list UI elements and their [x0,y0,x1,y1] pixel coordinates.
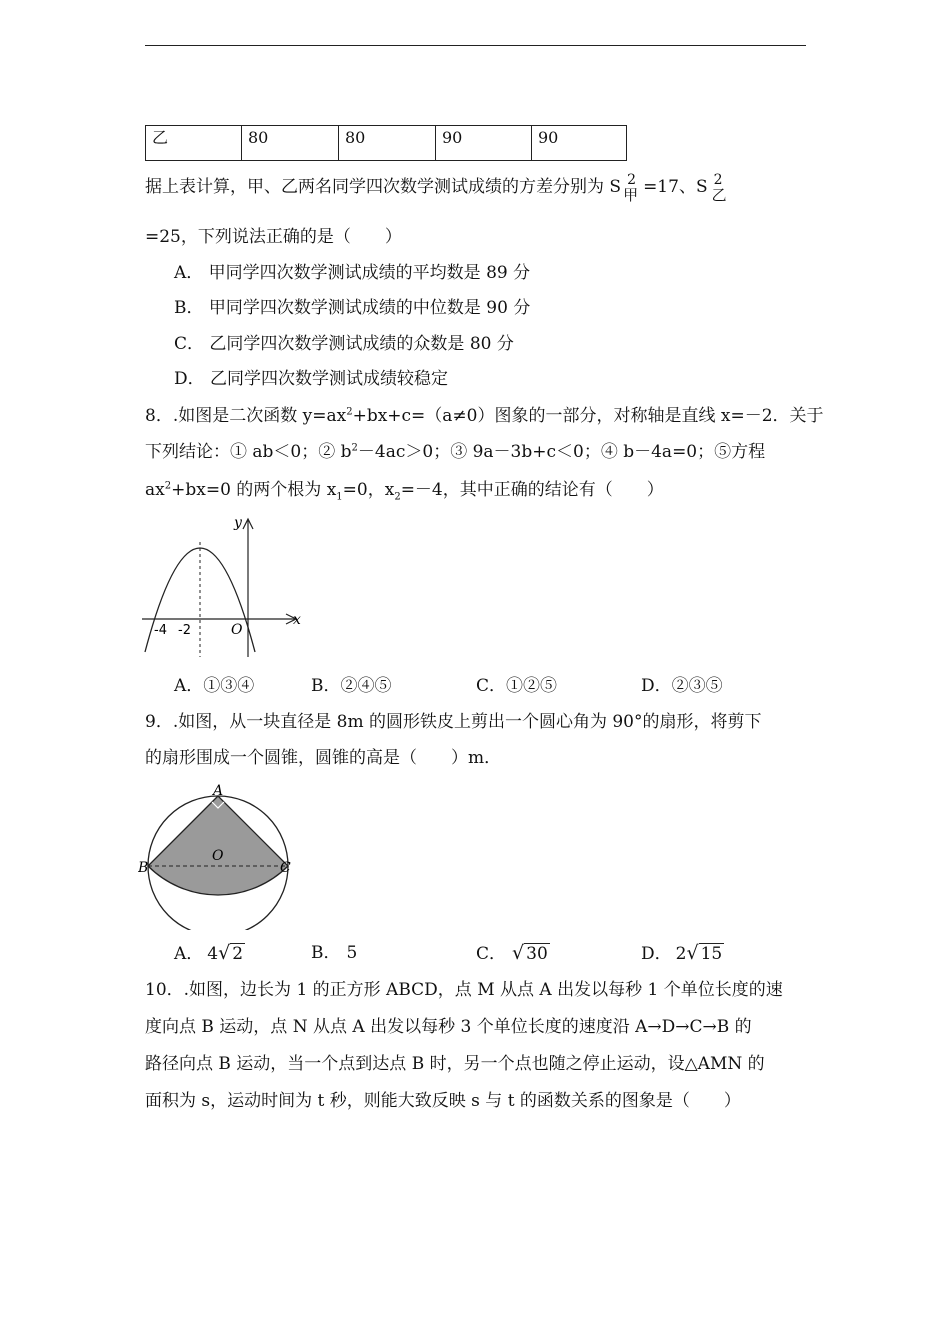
q9-line2: 的扇形围成一个圆锥，圆锥的高是（ ）m． [145,748,502,768]
q8-option-a: A．①③④ [174,676,255,696]
q8-line1: 8．.如图是二次函数 $y=ax^2+bx+c=(a\ne 0)$图象的一部分，对称轴是直线 x=－2．关于 [145,406,824,426]
table-cell: 90 [532,126,627,161]
table-cell: 80 [242,126,339,161]
y-axis-label: y [234,515,242,531]
q9-line1: 9．.如图，从一块直径是 8m 的圆形铁皮上剪出一个圆心角为 90°的扇形，将剪下 [145,712,762,732]
q7-option-d: D． 乙同学四次数学测试成绩较稳定 [174,369,449,389]
q7-option-c: C． 乙同学四次数学测试成绩的众数是 80 分 [174,334,514,354]
q9-option-b: B． 5 [311,943,358,963]
point-c-label: C [280,860,291,876]
sector-figure [138,782,298,930]
header-rule [145,45,806,46]
q10-line2: 度向点 B 运动，点 N 从点 A 出发以每秒 3 个单位长度的速度沿 A→D→C→B 的 [145,1017,752,1037]
table-cell: 80 [339,126,436,161]
score-table [145,125,627,161]
table-cell: 乙 [146,126,242,161]
origin-label: O [231,622,243,638]
table-row [146,126,627,161]
tick-label-neg2: -2 [178,623,191,638]
q7-line2: =25，下列说法正确的是（ ） [145,227,402,247]
q7-option-b: B． 甲同学四次数学测试成绩的中位数是 90 分 [174,298,531,318]
q8-option-b: B．②④⑤ [311,676,392,696]
q8-option-d: D．②③⑤ [641,676,723,696]
q7-option-a: A． 甲同学四次数学测试成绩的平均数是 89 分 [174,263,531,283]
point-a-label: A [213,783,224,799]
q10-line1: 10．.如图，边长为 1 的正方形 ABCD，点 M 从点 A 出发以每秒 1 个单位长度的速 [145,980,783,1000]
q10-line4: 面积为 s，运动时间为 t 秒，则能大致反映 s 与 t 的函数关系的图象是（ ） [145,1091,741,1111]
q8-line3: $ax^2+bx=0$ 的两个根为 $x_1=0$，$x_2=-4$，其中正确的结论有（ ） [145,480,664,503]
q9-option-d: D． 2√ 15 [641,942,723,964]
q9-option-c: C． √ 30 [476,942,548,964]
q10-line3: 路径向点 B 运动，当一个点到达点 B 时，另一个点也随之停止运动，设△AMN 的 [145,1054,765,1074]
point-o-label: O [212,848,224,864]
table-cell: 90 [436,126,532,161]
q8-option-c: C．①②⑤ [476,676,558,696]
q9-option-a: A． 4√ 2 [174,942,244,964]
q8-line2: 下列结论：① ab＜0；② $b^2-4ac>0$；③ 9a－3b+c＜0；④ b－4a=0；⑤方程 [145,442,766,462]
x-axis-label: x [293,612,301,628]
parabola-graph [140,512,310,662]
q7-line1: 据上表计算，甲、乙两名同学四次数学测试成绩的方差分别为 S 2 甲 =17、S 2 乙 [145,172,727,204]
tick-label-neg4: -4 [154,623,167,638]
point-b-label: B [138,860,149,876]
